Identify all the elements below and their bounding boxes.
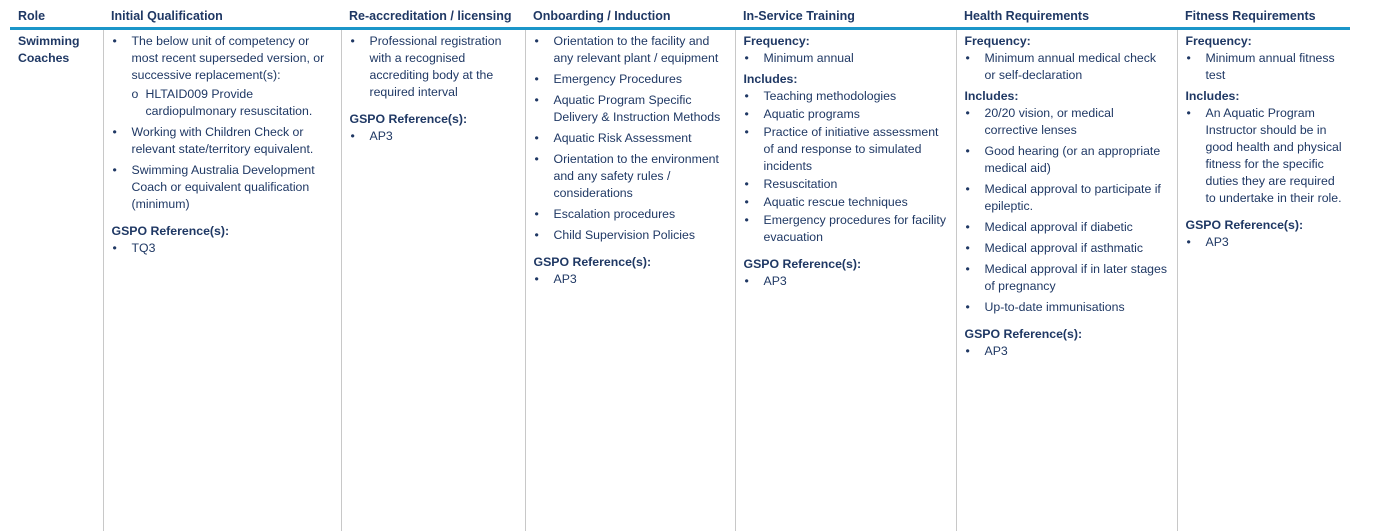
list-item: • Emergency procedures for facility evacuation: [744, 212, 948, 246]
reaccreditation-cell: [341, 29, 525, 531]
gspo-reference-label: GSPO Reference(s):: [533, 255, 652, 269]
gspo-reference: • AP3: [744, 273, 948, 290]
gspo-reference-label: GSPO Reference(s):: [349, 112, 468, 126]
onboarding-list: [534, 33, 727, 244]
list-item: • Orientation to the environment and any safety rules / considerations: [534, 151, 727, 202]
list-item: • Escalation procedures: [534, 206, 727, 223]
includes-label: Includes:: [1185, 89, 1240, 103]
header-initial-qualification: Initial Qualification: [103, 0, 341, 29]
in-service-training-cell: [735, 29, 956, 531]
list-item: • Medical approval if diabetic: [965, 219, 1169, 236]
frequency-label: Frequency:: [1185, 34, 1252, 48]
list-item: • Aquatic rescue techniques: [744, 194, 948, 211]
gspo-reference: • AP3: [350, 128, 517, 145]
list-item: • Aquatic Risk Assessment: [534, 130, 727, 147]
header-onboarding: Onboarding / Induction: [525, 0, 735, 29]
frequency-list: [744, 50, 948, 67]
frequency-list: [1186, 50, 1343, 84]
list-item: • Working with Children Check or relevant state/territory equivalent.: [112, 124, 333, 158]
list-item: • Minimum annual medical check or self-declaration: [965, 50, 1169, 84]
list-item: • 20/20 vision, or medical corrective lenses: [965, 105, 1169, 139]
includes-label: Includes:: [964, 89, 1019, 103]
gspo-reference: • AP3: [534, 271, 727, 288]
list-item: • Good hearing (or an appropriate medical aid): [965, 143, 1169, 177]
list-item: • Medical approval if in later stages of pregnancy: [965, 261, 1169, 295]
list-item: • Medical approval to participate if epileptic.: [965, 181, 1169, 215]
gspo-reference: • AP3: [965, 343, 1169, 360]
sub-list-item: o HLTAID009 Provide cardiopulmonary resuscitation.: [132, 86, 333, 120]
gspo-reference-list: [965, 343, 1169, 360]
gspo-reference-list: [1186, 234, 1343, 251]
header-health-requirements: Health Requirements: [956, 0, 1177, 29]
header-fitness-requirements: Fitness Requirements: [1177, 0, 1350, 29]
requirements-table: [10, 0, 1350, 531]
list-item: • Child Supervision Policies: [534, 227, 727, 244]
list-item: • Professional registration with a recognised accrediting body at the required interval: [350, 33, 517, 101]
gspo-reference-label: GSPO Reference(s):: [964, 327, 1083, 341]
list-item: • Up-to-date immunisations: [965, 299, 1169, 316]
reaccreditation-list: [350, 33, 517, 101]
header-in-service-training: In-Service Training: [735, 0, 956, 29]
frequency-label: Frequency:: [743, 34, 810, 48]
list-item: • An Aquatic Program Instructor should be in good health and physical fitness for the specific duties they are required to undertake in their role.: [1186, 105, 1343, 207]
list-item: • Minimum annual fitness test: [1186, 50, 1343, 84]
frequency-label: Frequency:: [964, 34, 1031, 48]
table-row: [10, 29, 1350, 531]
list-item: • Medical approval if asthmatic: [965, 240, 1169, 257]
gspo-reference-label: GSPO Reference(s):: [1185, 218, 1304, 232]
includes-list: [965, 105, 1169, 316]
role-name: Swimming Coaches: [18, 34, 80, 65]
header-row: [10, 0, 1350, 29]
health-requirements-cell: [956, 29, 1177, 531]
list-item: • Aquatic programs: [744, 106, 948, 123]
list-item: • Teaching methodologies: [744, 88, 948, 105]
list-item: • Resuscitation: [744, 176, 948, 193]
list-item: • The below unit of competency or most recent superseded version, or successive replacement(s): o HLTAID009 Provide cardiopulmonary resuscitation.: [112, 33, 333, 120]
includes-label: Includes:: [743, 72, 798, 86]
onboarding-cell: [525, 29, 735, 531]
initial-qualification-list: [112, 33, 333, 213]
gspo-reference-list: [744, 273, 948, 290]
list-item: • Practice of initiative assessment of and response to simulated incidents: [744, 124, 948, 175]
gspo-reference-list: [534, 271, 727, 288]
sub-list: [132, 86, 333, 120]
includes-list: [744, 88, 948, 246]
fitness-requirements-cell: [1177, 29, 1350, 531]
initial-qualification-cell: [103, 29, 341, 531]
gspo-reference: • AP3: [1186, 234, 1343, 251]
gspo-reference-list: [112, 240, 333, 257]
frequency-list: [965, 50, 1169, 84]
gspo-reference: • TQ3: [112, 240, 333, 257]
list-item: • Minimum annual: [744, 50, 948, 67]
gspo-reference-list: [350, 128, 517, 145]
header-role: Role: [10, 0, 103, 29]
list-item: • Emergency Procedures: [534, 71, 727, 88]
gspo-reference-label: GSPO Reference(s):: [111, 224, 230, 238]
role-cell: [10, 29, 103, 531]
list-item: • Orientation to the facility and any relevant plant / equipment: [534, 33, 727, 67]
header-reaccreditation: Re-accreditation / licensing: [341, 0, 525, 29]
list-item: • Swimming Australia Development Coach or equivalent qualification (minimum): [112, 162, 333, 213]
gspo-reference-label: GSPO Reference(s):: [743, 257, 862, 271]
list-item: • Aquatic Program Specific Delivery & Instruction Methods: [534, 92, 727, 126]
includes-list: [1186, 105, 1343, 207]
